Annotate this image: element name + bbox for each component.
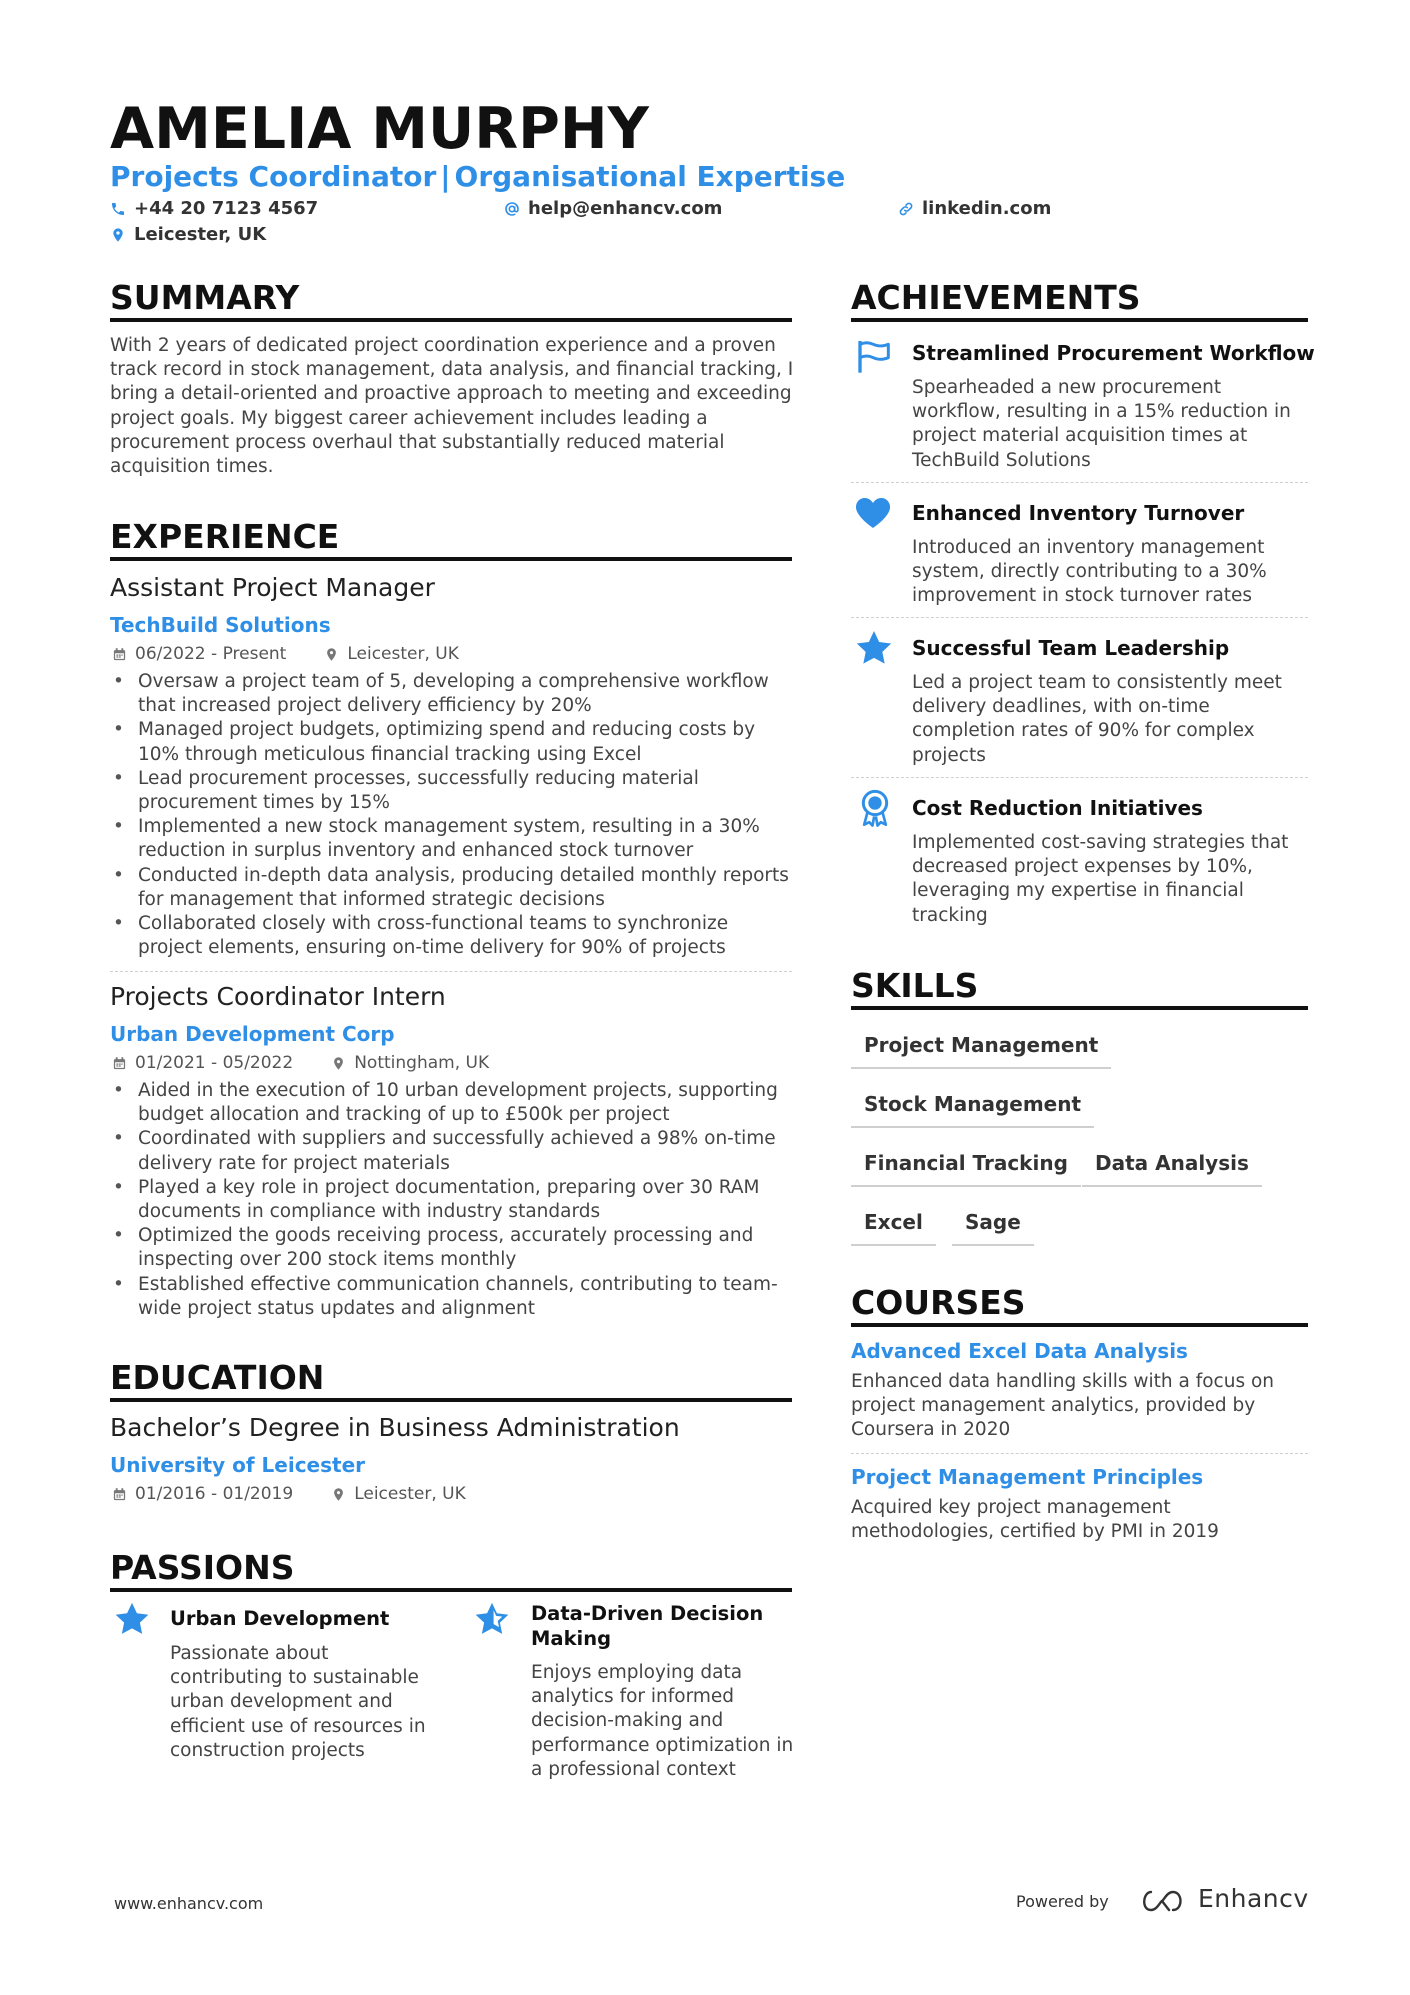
job-dates: 06/2022 - Present bbox=[135, 644, 287, 664]
bullet-item: • Coordinated with suppliers and successfully achieved a 98% on-time delivery rate for project materials bbox=[110, 1127, 800, 1175]
award-ribbon-icon bbox=[855, 788, 895, 828]
candidate-headline bbox=[110, 160, 845, 193]
calendar-icon bbox=[112, 647, 127, 662]
education-rule bbox=[110, 1398, 792, 1402]
job-company: Urban Development Corp bbox=[110, 1022, 395, 1046]
bullet-item: • Aided in the execution of 10 urban development projects, supporting budget allocation and tracking of up to £500k per project bbox=[110, 1079, 800, 1127]
summary-line: procurement process overhaul that substantially reduced material bbox=[110, 431, 725, 453]
star-icon bbox=[854, 628, 894, 668]
star-icon bbox=[112, 1600, 152, 1638]
job-title: Assistant Project Manager bbox=[110, 573, 435, 602]
heart-icon bbox=[853, 493, 893, 533]
passions-rule bbox=[110, 1588, 792, 1592]
summary-line: track record in stock management, data analysis, and financial tracking, I bbox=[110, 359, 794, 381]
courses-heading: COURSES bbox=[851, 1283, 1026, 1322]
calendar-icon bbox=[112, 1056, 127, 1071]
course-desc: Enhanced data handling skills with a focus on project management analytics, provided by Coursera in 2020 bbox=[851, 1371, 1275, 1441]
summary-rule bbox=[110, 318, 792, 322]
achievement-desc: Implemented cost-saving strategies that decreased project expenses by 10%, leveraging my expertise in financial tracking bbox=[912, 832, 1289, 926]
bullet-item: • Collaborated closely with cross-functional teams to synchronize project elements, ensuring on-time delivery for 90% of projects bbox=[110, 912, 800, 960]
education-dates: 01/2016 - 01/2019 bbox=[135, 1484, 294, 1504]
location-text: Leicester, UK bbox=[134, 224, 267, 245]
course-title: Advanced Excel Data Analysis bbox=[851, 1339, 1188, 1363]
skills-rule bbox=[851, 1006, 1308, 1010]
contact-email[interactable] bbox=[504, 198, 722, 219]
achievement-title: Enhanced Inventory Turnover bbox=[912, 501, 1245, 525]
achievements-heading: ACHIEVEMENTS bbox=[851, 278, 1141, 317]
map-pin-icon bbox=[110, 227, 126, 243]
phone-icon bbox=[110, 201, 126, 217]
job-bullets bbox=[110, 1079, 800, 1321]
passions-heading: PASSIONS bbox=[110, 1548, 295, 1587]
job-bullets bbox=[110, 670, 800, 960]
divider bbox=[851, 777, 1308, 778]
bullet-item: • Lead procurement processes, successfully reducing material procurement times by 15% bbox=[110, 767, 800, 815]
headline-separator: | bbox=[440, 160, 451, 193]
job-meta bbox=[112, 1053, 489, 1073]
divider bbox=[110, 971, 792, 972]
star-outline-icon bbox=[472, 1600, 512, 1638]
skill-tag: Stock Management bbox=[851, 1092, 1094, 1128]
bullet-item: • Oversaw a project team of 5, developing a comprehensive workflow that increased project delivery efficiency by 20% bbox=[110, 670, 800, 718]
skills-heading: SKILLS bbox=[851, 966, 979, 1005]
skill-tag: Project Management bbox=[851, 1033, 1111, 1069]
summary-line: acquisition times. bbox=[110, 456, 274, 478]
contact-location bbox=[110, 224, 266, 245]
phone-text: +44 20 7123 4567 bbox=[134, 198, 319, 219]
map-pin-icon bbox=[331, 1487, 346, 1502]
footer-website[interactable]: www.enhancv.com bbox=[114, 1894, 264, 1913]
skill-tag: Financial Tracking bbox=[851, 1151, 1081, 1187]
achievement-desc: Led a project team to consistently meet delivery deadlines, with on-time completion rates of 90% for complex projects bbox=[912, 672, 1282, 766]
map-pin-icon bbox=[331, 1056, 346, 1071]
calendar-icon bbox=[112, 1487, 127, 1502]
achievement-desc: Spearheaded a new procurement workflow, resulting in a 15% reduction in project material acquisition times at TechBuild Solutions bbox=[912, 377, 1291, 471]
summary-line: project goals. My biggest career achievement includes leading a bbox=[110, 407, 708, 429]
job-location: Leicester, UK bbox=[347, 644, 459, 664]
footer-brand: Enhancv bbox=[1198, 1884, 1309, 1913]
headline-role: Projects Coordinator bbox=[110, 160, 437, 193]
education-location: Leicester, UK bbox=[354, 1484, 466, 1504]
candidate-name: AMELIA MURPHY bbox=[110, 96, 649, 162]
passion-desc: Enjoys employing data analytics for informed decision-making and performance optimization in a professional context bbox=[531, 1662, 794, 1780]
linkedin-text: linkedin.com bbox=[922, 198, 1052, 219]
job-meta bbox=[112, 644, 459, 664]
achievement-title: Successful Team Leadership bbox=[912, 636, 1230, 660]
bullet-item: • Played a key role in project documentation, preparing over 30 RAM documents in compliance with industry standards bbox=[110, 1176, 800, 1224]
school-name: University of Leicester bbox=[110, 1453, 365, 1477]
headline-expertise: Organisational Expertise bbox=[454, 160, 846, 193]
achievements-rule bbox=[851, 318, 1308, 322]
job-dates: 01/2021 - 05/2022 bbox=[135, 1053, 294, 1073]
bullet-item: • Optimized the goods receiving process, accurately processing and inspecting over 200 stock items monthly bbox=[110, 1224, 800, 1272]
passion-desc: Passionate about contributing to sustainable urban development and efficient use of resources in construction projects bbox=[170, 1643, 426, 1761]
link-icon bbox=[898, 201, 914, 217]
education-meta bbox=[112, 1484, 466, 1504]
summary-text bbox=[110, 334, 800, 479]
divider bbox=[851, 617, 1308, 618]
bullet-item: • Established effective communication channels, contributing to team- wide project status updates and alignment bbox=[110, 1273, 800, 1321]
achievement-title: Cost Reduction Initiatives bbox=[912, 796, 1203, 820]
bullet-item: • Conducted in-depth data analysis, producing detailed monthly reports for management that informed strategic decisions bbox=[110, 864, 800, 912]
summary-heading: SUMMARY bbox=[110, 278, 300, 317]
education-heading: EDUCATION bbox=[110, 1358, 325, 1397]
bullet-item: • Implemented a new stock management system, resulting in a 30% reduction in surplus inventory and enhanced stock turnover bbox=[110, 815, 800, 863]
email-text: help@enhancv.com bbox=[528, 198, 723, 219]
footer-powered-by: Powered by bbox=[1016, 1892, 1109, 1911]
skill-tag: Sage bbox=[952, 1210, 1034, 1246]
flag-icon bbox=[855, 336, 895, 376]
achievement-title: Streamlined Procurement Workflow bbox=[912, 341, 1315, 365]
job-title: Projects Coordinator Intern bbox=[110, 982, 446, 1011]
divider bbox=[851, 482, 1308, 483]
course-title: Project Management Principles bbox=[851, 1465, 1204, 1489]
map-pin-icon bbox=[324, 647, 339, 662]
job-company: TechBuild Solutions bbox=[110, 613, 331, 637]
contact-phone[interactable] bbox=[110, 198, 318, 219]
skill-tag: Excel bbox=[851, 1210, 936, 1246]
skill-tag: Data Analysis bbox=[1082, 1151, 1262, 1187]
course-desc: Acquired key project management methodologies, certified by PMI in 2019 bbox=[851, 1497, 1219, 1543]
enhancv-logo-icon bbox=[1138, 1888, 1186, 1914]
passion-title: Data-Driven Decision Making bbox=[531, 1602, 764, 1650]
summary-line: With 2 years of dedicated project coordination experience and a proven bbox=[110, 335, 776, 356]
contact-linkedin[interactable] bbox=[898, 198, 1051, 219]
at-icon bbox=[504, 201, 520, 217]
achievement-desc: Introduced an inventory management system, directly contributing to a 30% improvement in stock turnover rates bbox=[912, 537, 1267, 607]
courses-rule bbox=[851, 1323, 1308, 1327]
divider bbox=[851, 1453, 1308, 1454]
experience-rule bbox=[110, 557, 792, 561]
passion-title: Urban Development bbox=[170, 1607, 390, 1630]
degree-title: Bachelor’s Degree in Business Administration bbox=[110, 1413, 680, 1442]
job-location: Nottingham, UK bbox=[354, 1053, 490, 1073]
summary-line: bring a detail-oriented and proactive approach to meeting and exceeding bbox=[110, 383, 792, 405]
bullet-item: • Managed project budgets, optimizing spend and reducing costs by 10% through meticulous financial tracking using Excel bbox=[110, 718, 800, 766]
experience-heading: EXPERIENCE bbox=[110, 517, 340, 556]
